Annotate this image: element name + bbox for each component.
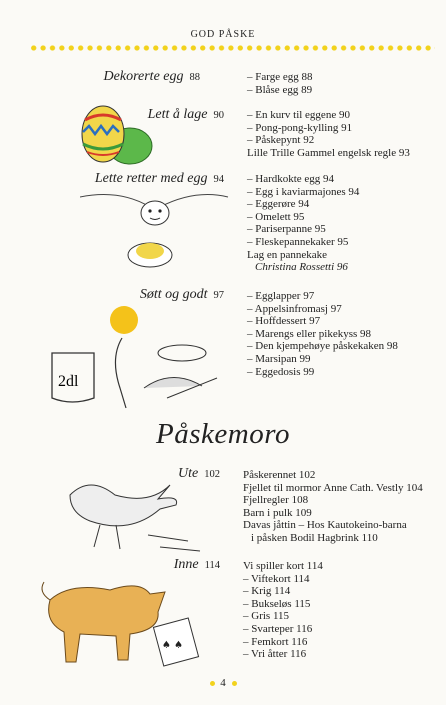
footer-dot [232,681,237,686]
toc-entry[interactable]: Lille Trille Gammel engelsk regle 93 [247,146,410,159]
page-number: 4 [220,677,226,689]
toc-entry[interactable]: Davas jåttin – Hos Kautokeino-barna [243,519,407,532]
section-title-text: Dekorerte egg [103,69,184,84]
entry-list-ute [243,469,423,545]
measuring-cup-label: 2dl [58,373,79,390]
toc-entry[interactable]: – Eggerøre 94 [247,198,310,211]
toc-entry[interactable]: – Hoffdessert 97 [247,315,321,328]
pig-illustration [30,572,210,672]
toc-entry[interactable]: – Femkort 116 [243,635,308,648]
section-title-dekorerte-egg[interactable] [104,69,200,85]
toc-entry[interactable]: Christina Rossetti 96 [255,261,348,274]
entry-list-inne [243,560,323,661]
svg-text:♠ ♠: ♠ ♠ [162,640,184,651]
baking-illustration [32,298,222,413]
toc-entry[interactable]: i påsken Bodil Hagbrink 110 [251,531,378,544]
toc-entry[interactable]: Lag en pannekake [247,248,328,261]
toc-entry[interactable]: – Omelett 95 [247,210,305,223]
toc-entry[interactable]: – Påskepynt 92 [247,134,315,147]
toc-entry[interactable]: – Egglapper 97 [247,290,315,302]
entry-list-dekorerte-egg [247,71,312,96]
toc-entry[interactable]: – Eggedosis 99 [247,365,315,378]
toc-entry[interactable]: Fjellregler 108 [243,494,309,507]
entry-list-sott-og-godt [247,290,398,378]
footer-dot [210,681,215,686]
toc-entry[interactable]: – Den kjempehøye påskekaken 98 [247,340,398,353]
section-title-text: Lett å lage [147,107,208,122]
toc-entry[interactable]: Barn i pulk 109 [243,506,312,519]
toc-entry[interactable]: – Hardkokte egg 94 [247,173,335,185]
section-page: 97 [213,290,224,301]
toc-entry[interactable]: – Marsipan 99 [247,352,311,365]
section-title-text: Inne [173,557,199,572]
toc-entry[interactable]: – Krig 114 [243,585,291,598]
section-page: 88 [189,72,200,83]
section-page: 102 [204,469,220,480]
section-title-text: Ute [178,466,199,481]
toc-entry[interactable]: Vi spiller kort 114 [243,560,323,572]
toc-entry[interactable]: – Fleskepannekaker 95 [247,235,349,248]
toc-entry[interactable]: – Gris 115 [243,610,290,623]
running-head: GOD PÅSKE [190,29,256,40]
section-page: 90 [213,110,224,121]
toc-entry[interactable]: – Blåse egg 89 [247,83,313,96]
toc-entry[interactable]: – Farge egg 88 [247,71,313,83]
toc-entry[interactable]: Fjellet til mormor Anne Cath. Vestly 104 [243,481,423,494]
part-title: Påskemoro [156,418,290,450]
bird-illustration [60,465,210,555]
entry-list-lett-a-lage [247,109,410,159]
toc-entry[interactable]: – Svarteper 116 [243,622,313,635]
toc-entry[interactable]: – Bukseløs 115 [243,597,311,610]
easter-eggs-illustration [75,100,170,172]
dotted-rule [29,45,435,51]
egg-character-illustration [80,185,230,273]
toc-entry[interactable]: Påskerennet 102 [243,469,316,481]
toc-entry[interactable]: – Egg i kaviarmajones 94 [247,185,360,198]
section-page: 94 [213,174,224,185]
section-page: 114 [204,560,220,571]
toc-entry[interactable]: – Appelsinfromasj 97 [247,302,342,315]
entry-list-lette-retter [247,173,359,274]
toc-entry[interactable]: – Vri åtter 116 [243,648,307,661]
section-title-text: Søtt og godt [139,287,208,302]
toc-entry[interactable]: – Pariserpanne 95 [247,223,326,236]
section-title-inne[interactable] [174,557,220,573]
page-footer [0,677,446,689]
toc-entry[interactable]: – Marengs eller pikekyss 98 [247,327,372,340]
toc-entry[interactable]: – Viftekort 114 [243,572,310,585]
toc-entry[interactable]: – En kurv til eggene 90 [247,109,350,121]
toc-entry[interactable]: – Pong-pong-kylling 91 [247,121,353,134]
section-title-text: Lette retter med egg [94,171,208,186]
